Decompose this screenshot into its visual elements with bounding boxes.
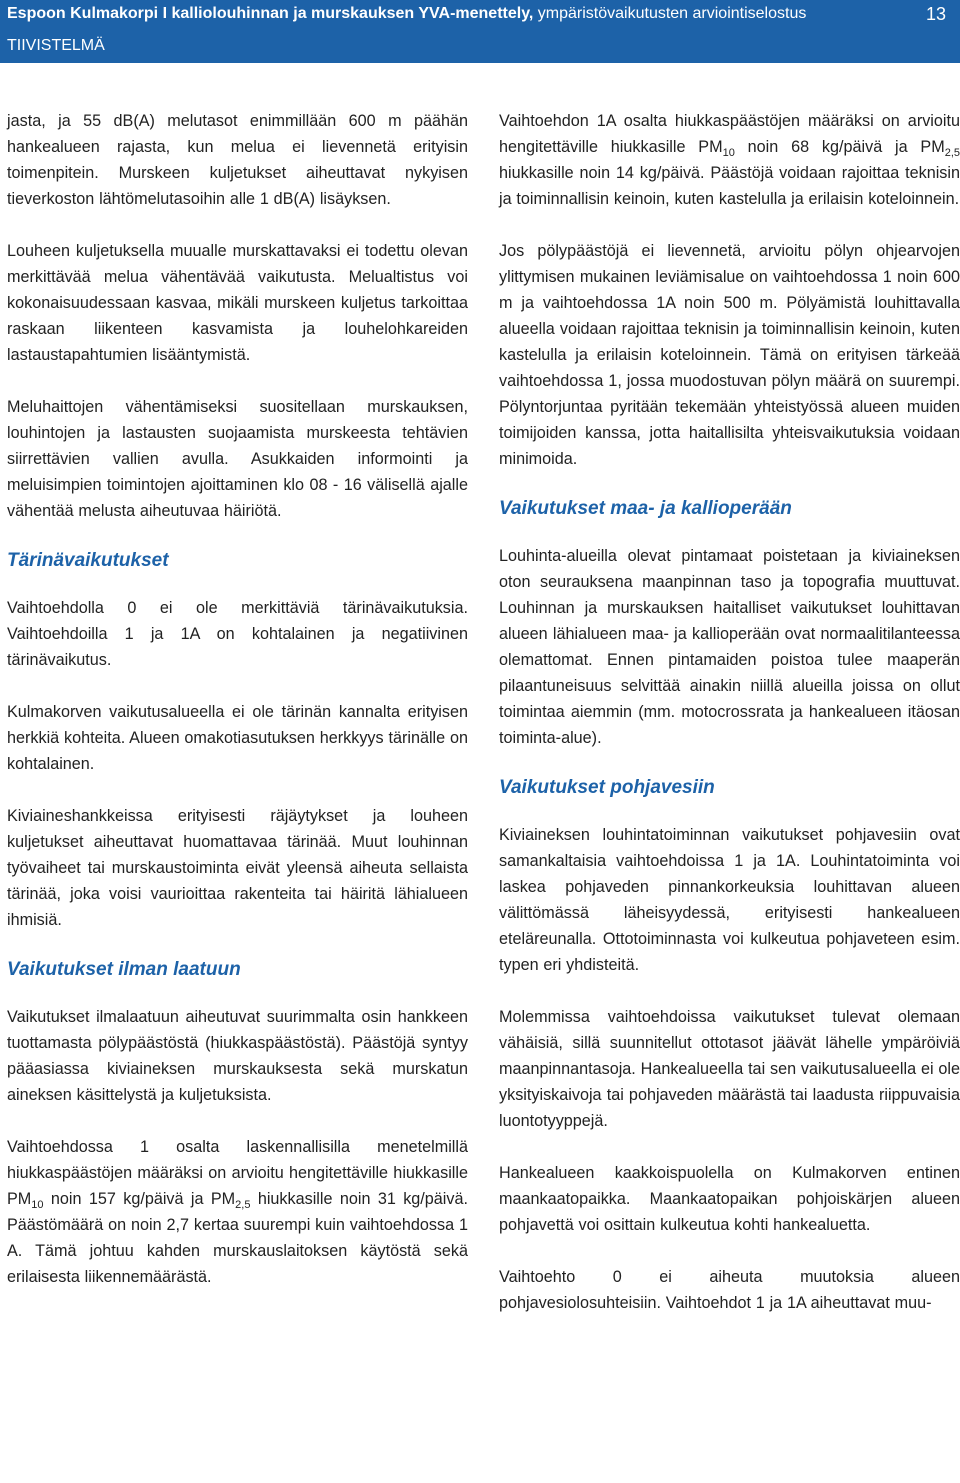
document-title: [7, 4, 806, 24]
paragraph: jasta, ja 55 dB(A) melutasot enimmillään 600 m päähän hankealueen rajasta, kun melua ei lievennetä erityisin toimenpitein. Murskeen kuljetukset aiheuttavat nykyisen tieverkoston lähtömelutasoihin alle 1 dB(A) lisäyksen.: [7, 112, 468, 208]
paragraph: Louhinta-alueilla olevat pintamaat poistetaan ja kiviaineksen oton seurauksena maanpinnan taso ja topografia muuttuvat. Louhinnan ja murskauksen haitalliset vaikutukset louhittavan alueen lähialueen maa- ja kallioperään ovat normaalitilanteessa olemattomat. Ennen pintamaiden poistoa tulee maaperän pilaantuneisuus selvittää ainakin niillä alueilla joissa on ollut toimintaa aiemmin (mm. motocrossrata ja hankealueen itäosan toiminta-alue).: [499, 547, 960, 747]
page-number: 13: [925, 4, 946, 24]
paragraph: Vaihtoehto 0 ei aiheuta muutoksia alueen pohjavesiolosuhteisiin. Vaihtoehdot 1 ja 1A aiheuttavat muu-: [499, 1268, 960, 1312]
paragraph: Louheen kuljetuksella muualle murskattavaksi ei todettu olevan merkittävää melua vähentävää vaikutusta. Melualtistus voi kokonaisuudessaan kasvaa, mikäli murskeen kuljetus tarkoittaa raskaan liikenteen kasvamista ja louhelohkareiden lastaustapahtumien lisääntymistä.: [7, 242, 468, 364]
paragraph-pm-emissions-vaihtoehto-1a: Vaihtoehdon 1A osalta hiukkaspäästöjen määräksi on arvioitu hengitettäville hiukkasille $PM_{10}$ noin 68 kg/päivä ja $PM_{2,5}$ hiukkasille noin 14 kg/päivä. Päästöjä voidaan rajoittaa teknisin ja toiminnallisin keinoin, kuten kastelulla ja erilaisin koteloinnein.: [499, 112, 960, 208]
heading-tarinavaikutukset: Tärinävaikutukset: [7, 550, 169, 571]
right-column: [499, 108, 960, 1316]
paragraph: Vaihtoehdolla 0 ei ole merkittäviä tärinävaikutuksia. Vaihtoehdoilla 1 ja 1A on kohtalainen ja negatiivinen tärinävaikutus.: [7, 599, 468, 669]
paragraph-pm-emissions-vaihtoehto-1: Vaihtoehdossa 1 osalta laskennallisilla menetelmillä hiukkaspäästöjen määräksi on arvioitu hengitettäville hiukkasille $PM_{10}$ noin 157 kg/päivä ja $PM_{2,5}$ hiukkasille noin 31 kg/päivä. Päästömäärä on noin 2,7 kertaa suurempi kuin vaihtoehdossa 1 A. Tämä johtuu kahden murskauslaitoksen käytöstä sekä erilaisesta liikennemäärästä.: [7, 1138, 468, 1286]
paragraph: Vaikutukset ilmalaatuun aiheutuvat suurimmalta osin hankkeen tuottamasta pölypäästöstä (hiukkaspäästöstä). Päästöjä syntyy pääasiassa kiviaineksen murskauksesta sekä murskatun aineksen käsittelystä ja kuljetuksista.: [7, 1008, 468, 1104]
paragraph: Hankealueen kaakkoispuolella on Kulmakorven entinen maankaatopaikka. Maankaatopaikan pohjoiskärjen alueen pohjavettä voi osittain kulkeutua kohti hankealuetta.: [499, 1164, 960, 1234]
page-header: [0, 0, 960, 63]
left-column: [7, 108, 468, 1290]
paragraph: Kiviaineksen louhintatoiminnan vaikutukset pohjavesiin ovat samankaltaisia vaihtoehdoissa 1 ja 1A. Louhintatoiminta voi laskea pohjaveden pinnankorkeuksia louhittavan alueen välittömässä läheisyydessä, erityisesti hankealueen eteläreunalla. Ottotoiminnasta voi kulkeutua pohjaveteen esim. typen eri yhdisteitä.: [499, 826, 960, 974]
section-label: TIIVISTELMÄ: [7, 37, 105, 54]
document-title-bold: Espoon Kulmakorpi I kalliolouhinnan ja murskauksen YVA-menettely,: [7, 5, 534, 22]
paragraph: Kulmakorven vaikutusalueella ei ole tärinän kannalta erityisen herkkiä kohteita. Alueen omakotiasutuksen herkkyys tärinälle on kohtalainen.: [7, 703, 468, 773]
document-title-rest: ympäristövaikutusten arviointiselostus: [533, 5, 807, 22]
paragraph: Jos pölypäästöjä ei lievennetä, arvioitu pölyn ohjearvojen ylittymisen mukainen leviämisalue on vaihtoehdossa 1 noin 600 m ja vaihtoehdossa 1A noin 500 m. Pölyämistä louhittavalla alueella voidaan rajoittaa teknisin ja toiminnallisin keinoin, kuten kastelulla ja erilaisin koteloinnein. Tämä on erityisen tärkeää vaihtoehdossa 1, jossa muodostuvan pölyn määrä on suurempi. Pölyntorjuntaa pyritään tekemään yhteistyössä alueen muiden toimijoiden kanssa, jotta haitallisilta yhteisvaikutuksia voidaan minimoida.: [499, 242, 960, 468]
heading-maa-ja-kalliopera: Vaikutukset maa- ja kallioperään: [499, 498, 792, 519]
paragraph: Kiviaineshankkeissa erityisesti räjäytykset ja louheen kuljetukset aiheuttavat huomattavaa tärinää. Muut louhinnan työvaiheet tai murskaustoiminta eivät yleensä aiheuta sellaista tärinää, joka voisi vaurioittaa rakenteita tai häiritä lähialueen ihmisiä.: [7, 807, 468, 929]
heading-pohjavedet: Vaikutukset pohjavesiin: [499, 777, 715, 798]
paragraph: Meluhaittojen vähentämiseksi suositellaan murskauksen, louhintojen ja lastausten suojaamista murskeesta tehtävien siirrettävien vallien avulla. Asukkaiden informointi ja meluisimpien toimintojen ajoittaminen klo 08 - 16 välisellä ajalle vähentää melusta aiheutuvaa häiriötä.: [7, 398, 468, 520]
heading-ilman-laatu: Vaikutukset ilman laatuun: [7, 959, 241, 980]
paragraph: Molemmissa vaihtoehdoissa vaikutukset tulevat olemaan vähäisiä, sillä suunnitellut ottotasot jäävät lähelle ympäröiviä maanpinnantasoja. Hankealueella tai sen vaikutusalueella ei ole yksityiskaivoja tai pohjaveden määrästä tai laadusta riippuvaisia luontotyyppejä.: [499, 1008, 960, 1130]
